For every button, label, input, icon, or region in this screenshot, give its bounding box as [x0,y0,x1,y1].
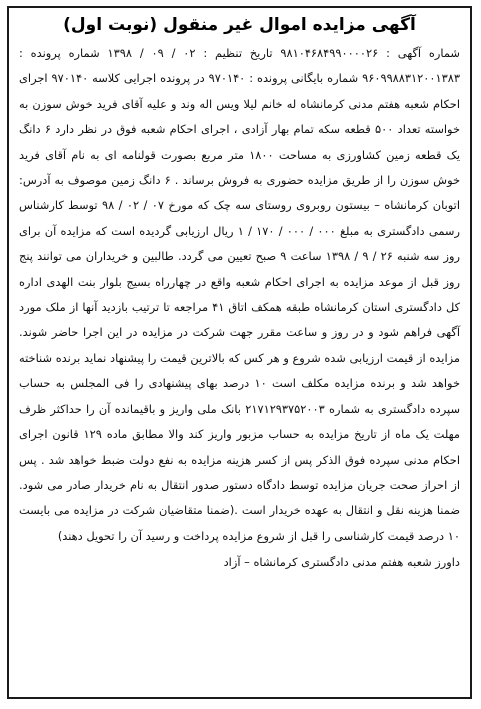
notice-frame [7,6,472,699]
notice-title: آگهی مزایده اموال غیر منقول (نوبت اول) [63,15,416,35]
notice-body: شماره آگهی : ۹۸۱۰۴۶۸۴۹۹۰۰۰۰۲۶ تاریخ تنظیم : ۰۲ / ۰۹ / ۱۳۹۸ شماره پرونده : ۹۶۰۹۹۸۸۳۱۲۰۰۱۳۸۳ شماره بایگانی پرونده : ۹۷۰۱۴۰ در پرونده اجرایی کلاسه ۹۷۰۱۴۰ اجرای احکام شعبه هفتم مدنی کرمانشاه له خانم لیلا ویس اله وند و علیه آقای فرید خوش سوزن به خواسته تعداد ۵۰۰ قطعه سکه تمام بهار آزادی ، اجرای احکام شعبه فوق در نظر دارد ۶ دانگ یک قطعه زمین کشاورزی به مساحت ۱۸۰۰ متر مربع بصورت قولنامه ای به نام آقای فرید خوش سوزن را از طریق مزایده حضوری به فروش برساند . ۶ دانگ زمین موصوف به آدرس: اتوبان کرمانشاه – بیستون روبروی روستای سه چک که مورخ ۰۷ / ۰۲ / ۹۸ توسط کارشناس رسمی دادگستری به مبلغ ۰۰۰ / ۰۰۰ / ۱۷۰ / ۱ ریال ارزیابی گردیده است که مزایده آن برای روز سه شنبه ۲۶ / ۹ / ۱۳۹۸ ساعت ۹ صبح تعیین می گردد. طالبین و خریداران می توانند پنج روز قبل از موعد مزایده به اجرای احکام شعبه واقع در چهارراه بسیج بلوار بنت الهدی اداره کل دادگستری استان کرمانشاه طبقه همکف اتاق ۴۱ مراجعه تا ترتیب بازدید آنها از ملک مورد آگهی فراهم شود و در روز و ساعت مقرر جهت شرکت در مزایده در این اجرا حاضر شوند. مزایده از قیمت ارزیابی شده شروع و هر کس که بالاترین قیمت را پیشنهاد نماید برنده شناخته خواهد شد و برنده مزایده مکلف است ۱۰ درصد بهای پیشنهادی را فی المجلس به حساب سپرده دادگستری به شماره ۲۱۷۱۲۹۳۷۵۲۰۰۳ بانک ملی واریز و باقیمانده آن را حداکثر ظرف مهلت یک ماه از تاریخ مزایده به حساب مزبور واریز کند والا مطابق ماده ۱۲۹ قانون اجرای احکام مدنی سپرده فوق الذکر پس از کسر هزینه مزایده به نفع دولت ضبط خواهد شد . پس از احراز صحت جریان مزایده توسط دادگاه دستور صدور انتقال به نام خریدار صادر می شود. ضمنا هزینه نقل و انتقال به عهده خریدار است .(ضمنا متقاضیان شرکت در مزایده می بایست ۱۰ درصد قیمت کارشناسی را قبل از شروع مزایده پرداخت و رسید آن را تحویل دهند) [19,46,461,543]
notice-signature: داورز شعبه هفتم مدنی دادگستری کرمانشاه – آزاد [223,555,460,570]
